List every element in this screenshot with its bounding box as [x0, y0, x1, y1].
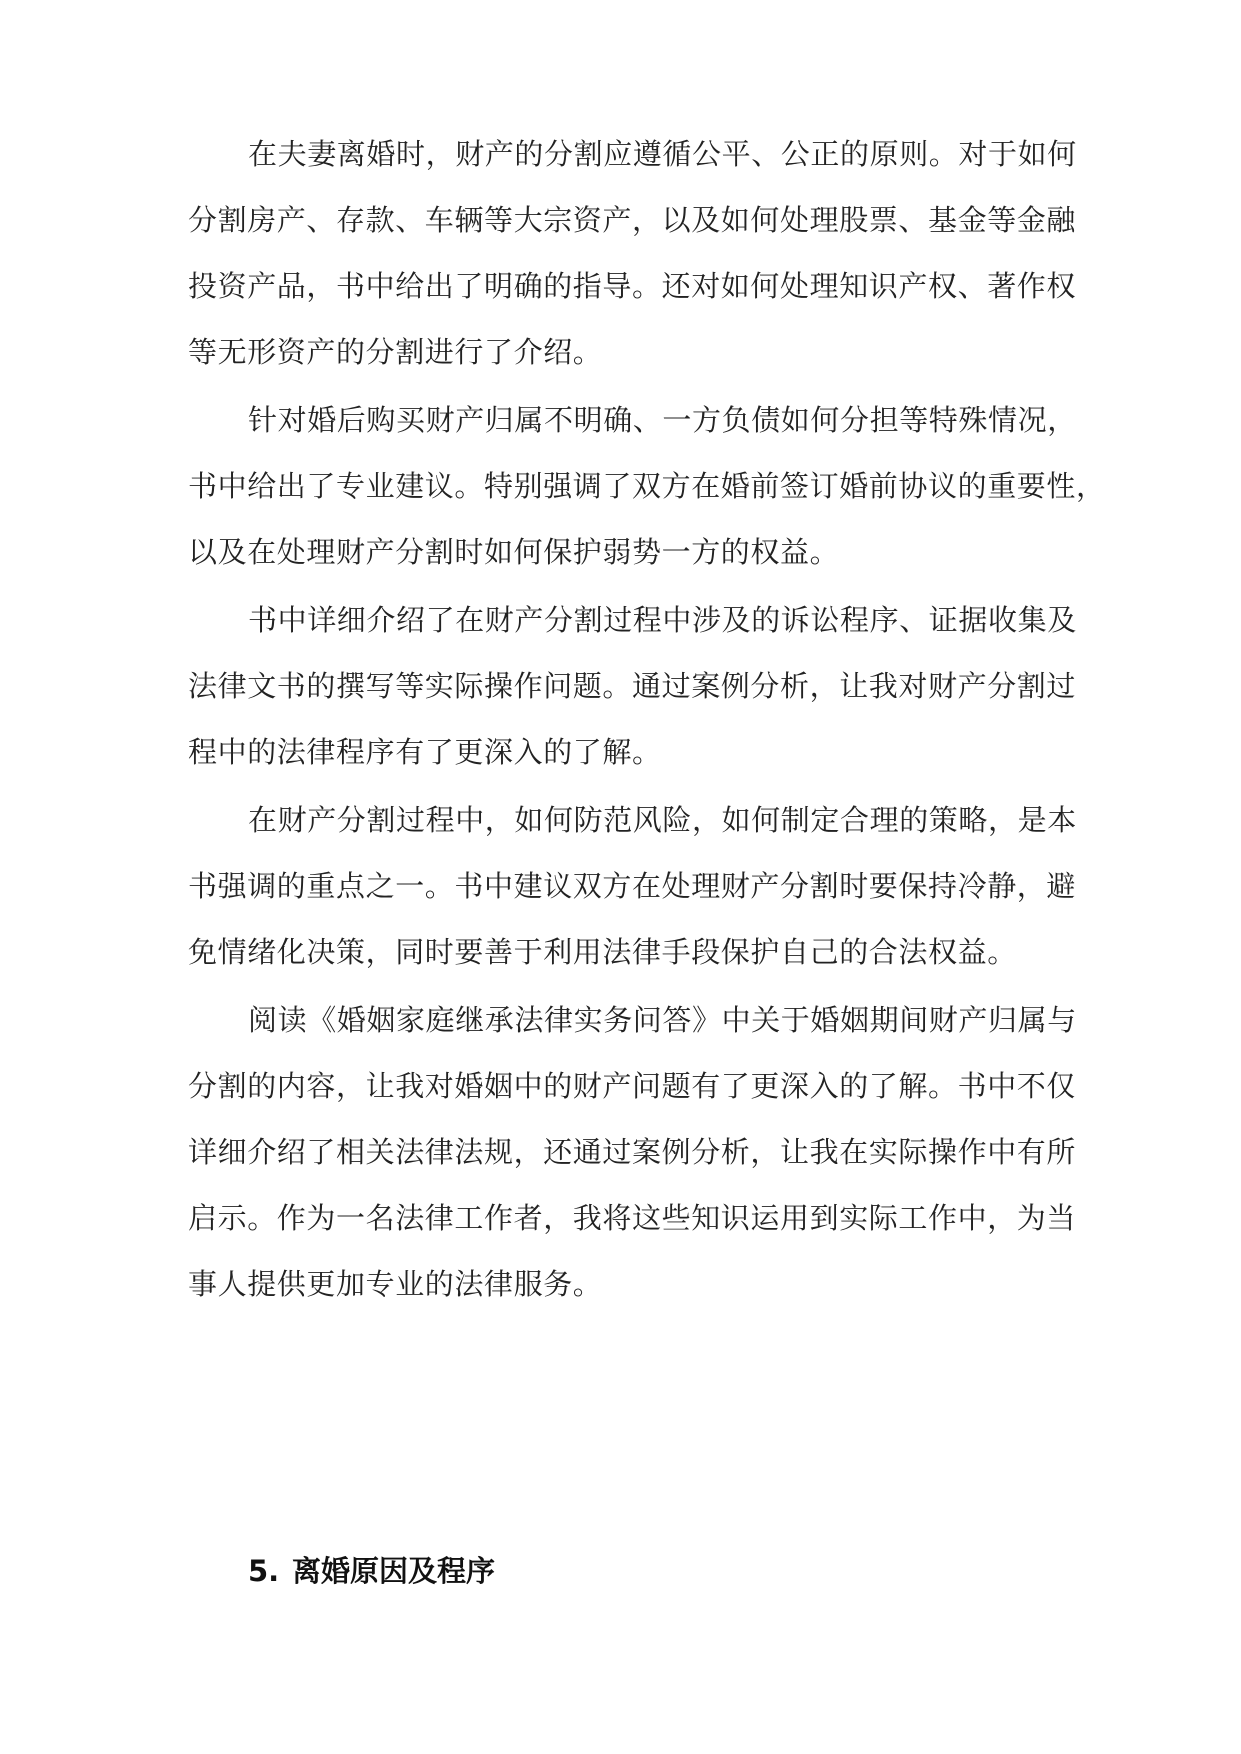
section-heading-title: 离婚原因及程序	[292, 1554, 496, 1588]
paragraph-3-line-3: 程中的法律程序有了更深入的了解。	[188, 735, 662, 769]
paragraph-1-line-2: 分割房产、存款、车辆等大宗资产，以及如何处理股票、基金等金融	[188, 203, 1077, 237]
section-heading-number: 5.	[248, 1554, 280, 1588]
paragraph-4-line-3: 免情绪化决策，同时要善于利用法律手段保护自己的合法权益。	[188, 935, 1017, 969]
paragraph-3-line-1: 书中详细介绍了在财产分割过程中涉及的诉讼程序、证据收集及	[248, 603, 1077, 637]
paragraph-5-line-4: 启示。作为一名法律工作者，我将这些知识运用到实际工作中，为当	[188, 1201, 1077, 1235]
paragraph-5-line-2: 分割的内容，让我对婚姻中的财产问题有了更深入的了解。书中不仅	[188, 1069, 1077, 1103]
paragraph-5-line-1: 阅读《婚姻家庭继承法律实务问答》中关于婚姻期间财产归属与	[248, 1003, 1077, 1037]
paragraph-2-line-1: 针对婚后购买财产归属不明确、一方负债如何分担等特殊情况，	[248, 403, 1077, 437]
paragraph-2-line-3: 以及在处理财产分割时如何保护弱势一方的权益。	[188, 535, 840, 569]
paragraph-5-line-5: 事人提供更加专业的法律服务。	[188, 1267, 603, 1301]
paragraph-1-line-1: 在夫妻离婚时，财产的分割应遵循公平、公正的原则。对于如何	[248, 137, 1077, 171]
paragraph-1-line-3: 投资产品，书中给出了明确的指导。还对如何处理知识产权、著作权	[188, 269, 1077, 303]
paragraph-5-line-3: 详细介绍了相关法律法规，还通过案例分析，让我在实际操作中有所	[188, 1135, 1077, 1169]
paragraph-2-line-2: 书中给出了专业建议。特别强调了双方在婚前签订婚前协议的重要性，	[188, 469, 1106, 503]
paragraph-4-line-1: 在财产分割过程中，如何防范风险，如何制定合理的策略，是本	[248, 803, 1077, 837]
section-heading	[248, 1551, 495, 1591]
paragraph-1-line-4: 等无形资产的分割进行了介绍。	[188, 335, 603, 369]
paragraph-4-line-2: 书强调的重点之一。书中建议双方在处理财产分割时要保持冷静，避	[188, 869, 1077, 903]
paragraph-3-line-2: 法律文书的撰写等实际操作问题。通过案例分析，让我对财产分割过	[188, 669, 1077, 703]
